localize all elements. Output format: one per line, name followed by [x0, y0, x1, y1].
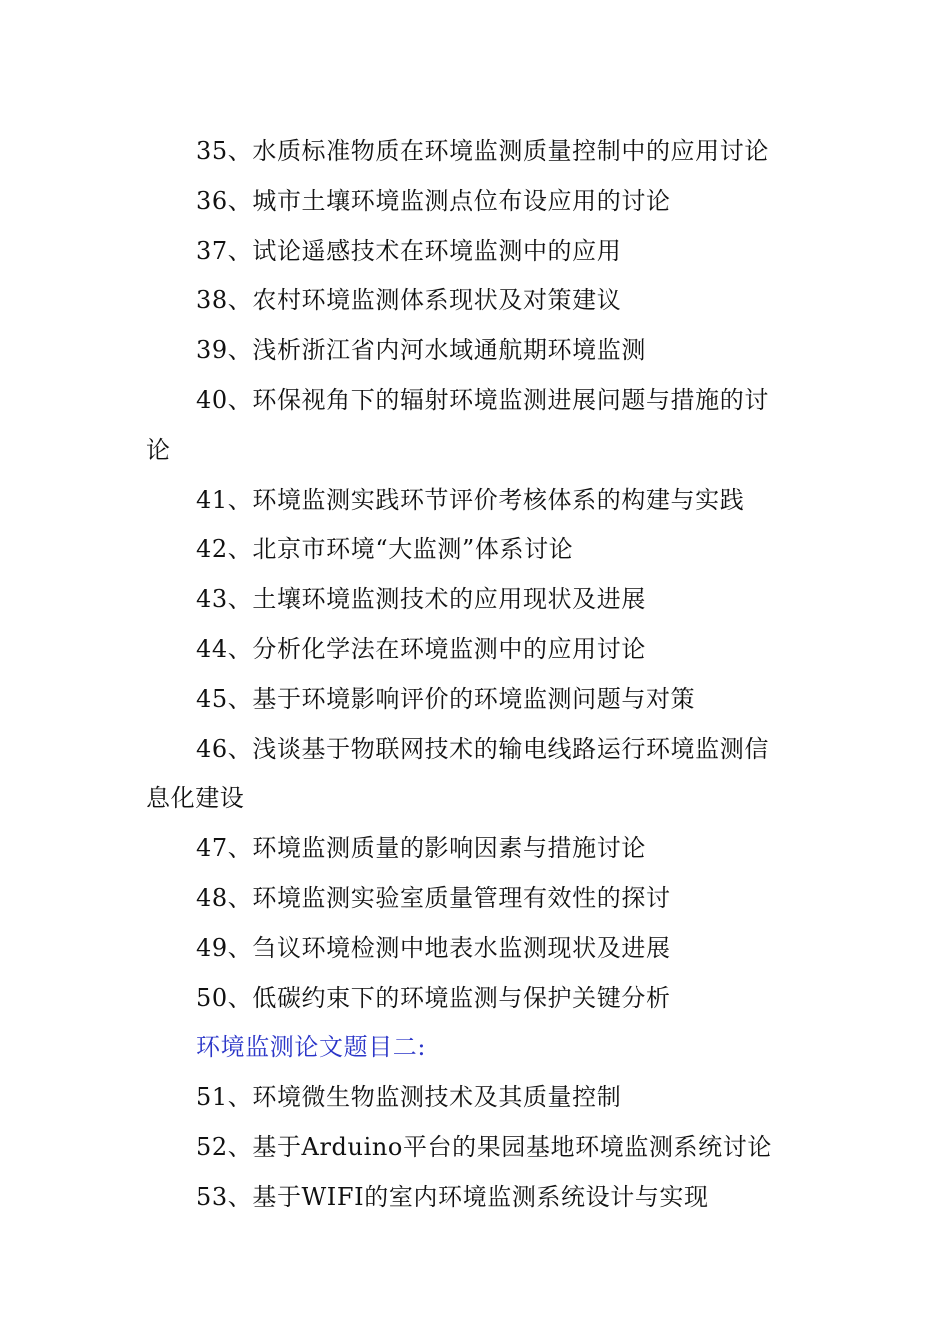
list-item-39: 39、浅析浙江省内河水域通航期环境监测	[196, 336, 646, 365]
list-item-46: 46、浅谈基于物联网技术的输电线路运行环境监测信	[196, 734, 769, 763]
list-item-53: 53、基于WIFI的室内环境监测系统设计与实现	[196, 1182, 709, 1211]
list-item-52: 52、基于Arduino平台的果园基地环境监测系统讨论	[196, 1132, 772, 1161]
list-item-36: 36、城市土壤环境监测点位布设应用的讨论	[196, 186, 671, 215]
list-item-35: 35、水质标准物质在环境监测质量控制中的应用讨论	[196, 137, 769, 165]
list-item-40-continued: 论	[146, 435, 171, 464]
section-heading-link[interactable]: 环境监测论文题目二:	[196, 1033, 427, 1062]
list-item-40: 40、环保视角下的辐射环境监测进展问题与措施的讨	[196, 385, 769, 414]
list-item-44: 44、分析化学法在环境监测中的应用讨论	[196, 634, 646, 663]
list-item-42: 42、北京市环境“大监测”体系讨论	[196, 535, 574, 564]
list-item-47: 47、环境监测质量的影响因素与措施讨论	[196, 834, 646, 863]
list-item-49: 49、刍议环境检测中地表水监测现状及进展	[196, 933, 671, 962]
list-item-46-continued: 息化建设	[146, 784, 245, 813]
list-item-48: 48、环境监测实验室质量管理有效性的探讨	[196, 883, 671, 912]
list-item-37: 37、试论遥感技术在环境监测中的应用	[196, 236, 622, 265]
list-item-50: 50、低碳约束下的环境监测与保护关键分析	[196, 983, 671, 1012]
list-item-45: 45、基于环境影响评价的环境监测问题与对策	[196, 684, 696, 713]
topic-list	[146, 127, 786, 1223]
list-item-41: 41、环境监测实践环节评价考核体系的构建与实践	[196, 485, 745, 514]
list-item-38: 38、农村环境监测体系现状及对策建议	[196, 286, 622, 315]
list-item-51: 51、环境微生物监测技术及其质量控制	[196, 1083, 622, 1112]
list-item-43: 43、土壤环境监测技术的应用现状及进展	[196, 585, 646, 614]
